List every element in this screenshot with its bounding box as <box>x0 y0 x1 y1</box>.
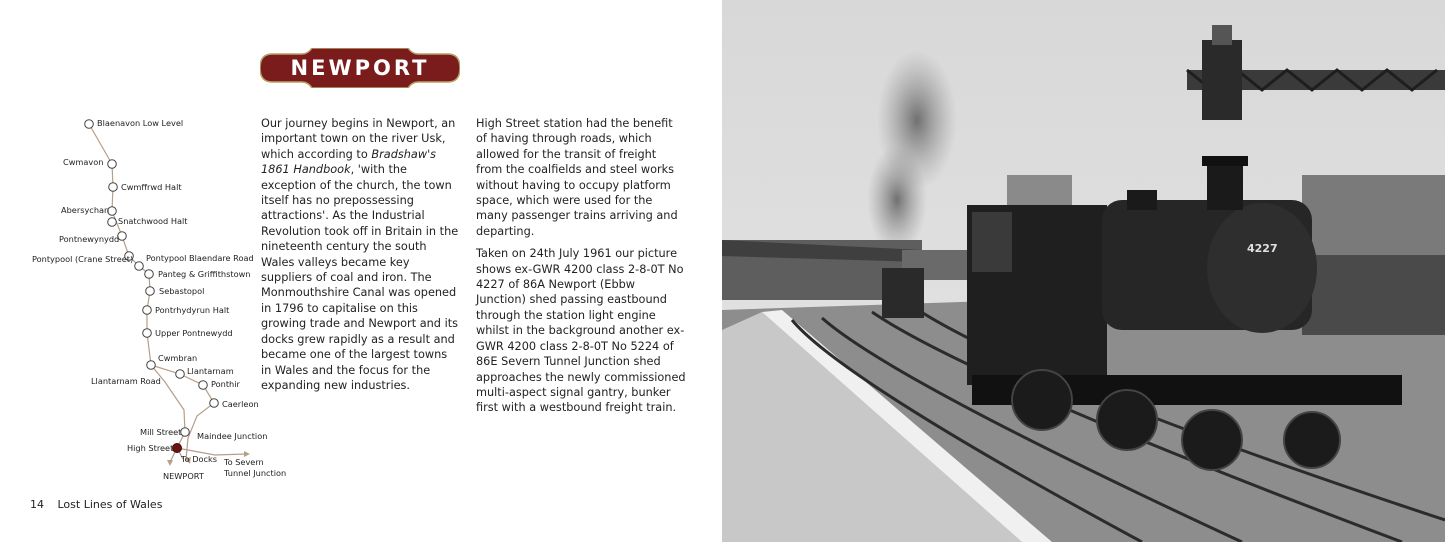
station-marker <box>146 287 155 296</box>
station-marker <box>143 306 152 315</box>
page-number: 14 <box>30 498 44 511</box>
station-label: Cwmffrwd Halt <box>121 182 182 192</box>
book-title-italic: Bradshaw's 1861 Handbook <box>261 147 437 177</box>
station-label: Maindee Junction <box>197 431 268 441</box>
town-label: NEWPORT <box>163 471 204 481</box>
paragraph-text: Our journey begins in Newport, an important town on the river Usk, which according to <box>261 117 456 161</box>
station-label: Cwmbran <box>158 353 198 363</box>
station-label: Snatchwood Halt <box>118 216 188 226</box>
book-title: Lost Lines of Wales <box>57 498 163 511</box>
station-marker <box>85 120 94 129</box>
heading-badge <box>260 48 460 88</box>
station-label: Sebastopol <box>159 286 205 296</box>
text-column-2 <box>476 116 686 423</box>
page-footer <box>30 498 162 511</box>
station-marker <box>199 381 208 390</box>
station-marker <box>176 370 185 379</box>
station-label: Caerleon <box>222 399 259 409</box>
to-docks-label: To Docks <box>181 454 218 464</box>
station-label: Blaenavon Low Level <box>97 118 184 128</box>
station-label: Pontypool (Crane Street) <box>32 254 134 264</box>
paragraph <box>261 116 461 393</box>
left-page <box>0 0 722 542</box>
paragraph: Taken on 24th July 1961 our picture shows ex-GWR 4200 class 2-8-0T No 4227 of 86A Newport (Ebbw Junction) shed passing eastbound through the station light engine whilst in the background another ex-GWR 4200 class 2-8-0T No 5224 of 86E Severn Tunnel Junction shed approaches the newly commissioned multi-aspect signal gantry, bunker first with a westbound freight train. <box>476 247 686 415</box>
railway-photograph <box>722 0 1445 542</box>
station-label: Upper Pontnewydd <box>155 328 233 338</box>
station-label: Ponthir <box>211 379 240 389</box>
station-marker <box>181 428 190 437</box>
station-marker <box>143 329 152 338</box>
to-severn-label: To Severn <box>224 457 264 467</box>
station-label: Pontypool Blaendare Road <box>146 253 254 263</box>
station-label: Pontnewynydd <box>59 234 120 244</box>
station-label: Abersychan <box>61 205 110 215</box>
paragraph-text: , 'with the exception of the church, the town itself has no prepossessing attractions'. As the Industrial Revolution took off in Britain in the nineteenth century the south Wales valleys became key suppliers of coal and iron. The Monmouthshire Canal was opened in 1796 to capitalise on this growing trade and Newport and its docks grew rapidly as a result and became one of the largest towns in Wales and the focus for the expanding new industries. <box>261 163 459 392</box>
station-label: Llantarnam <box>187 366 234 376</box>
station-marker <box>108 218 117 227</box>
route-map <box>0 100 300 500</box>
station-label: Panteg & Griffithstown <box>158 269 251 279</box>
station-label: Pontrhydyrun Halt <box>155 305 230 315</box>
text-column-1 <box>261 116 461 400</box>
station-marker <box>210 399 219 408</box>
station-marker <box>145 270 154 279</box>
station-label: Mill Street <box>140 427 182 437</box>
station-marker <box>108 160 117 169</box>
station-marker <box>109 183 118 192</box>
locomotive-number: 4227 <box>1247 242 1278 255</box>
page-heading: NEWPORT <box>290 56 430 80</box>
station-label: High Street <box>127 443 174 453</box>
photo-image <box>722 0 1445 542</box>
station-marker <box>135 262 144 271</box>
station-label: Cwmavon <box>63 157 104 167</box>
current-station-marker <box>172 443 181 452</box>
station-marker <box>147 361 156 370</box>
paragraph: High Street station had the benefit of having through roads, which allowed for the transit of freight from the coalfields and steel works without having to occupy platform space, which were used for the many passenger trains arriving and departing. <box>476 117 678 238</box>
station-label: Llantarnam Road <box>91 376 161 386</box>
to-severn-label-2: Tunnel Junction <box>224 468 287 478</box>
